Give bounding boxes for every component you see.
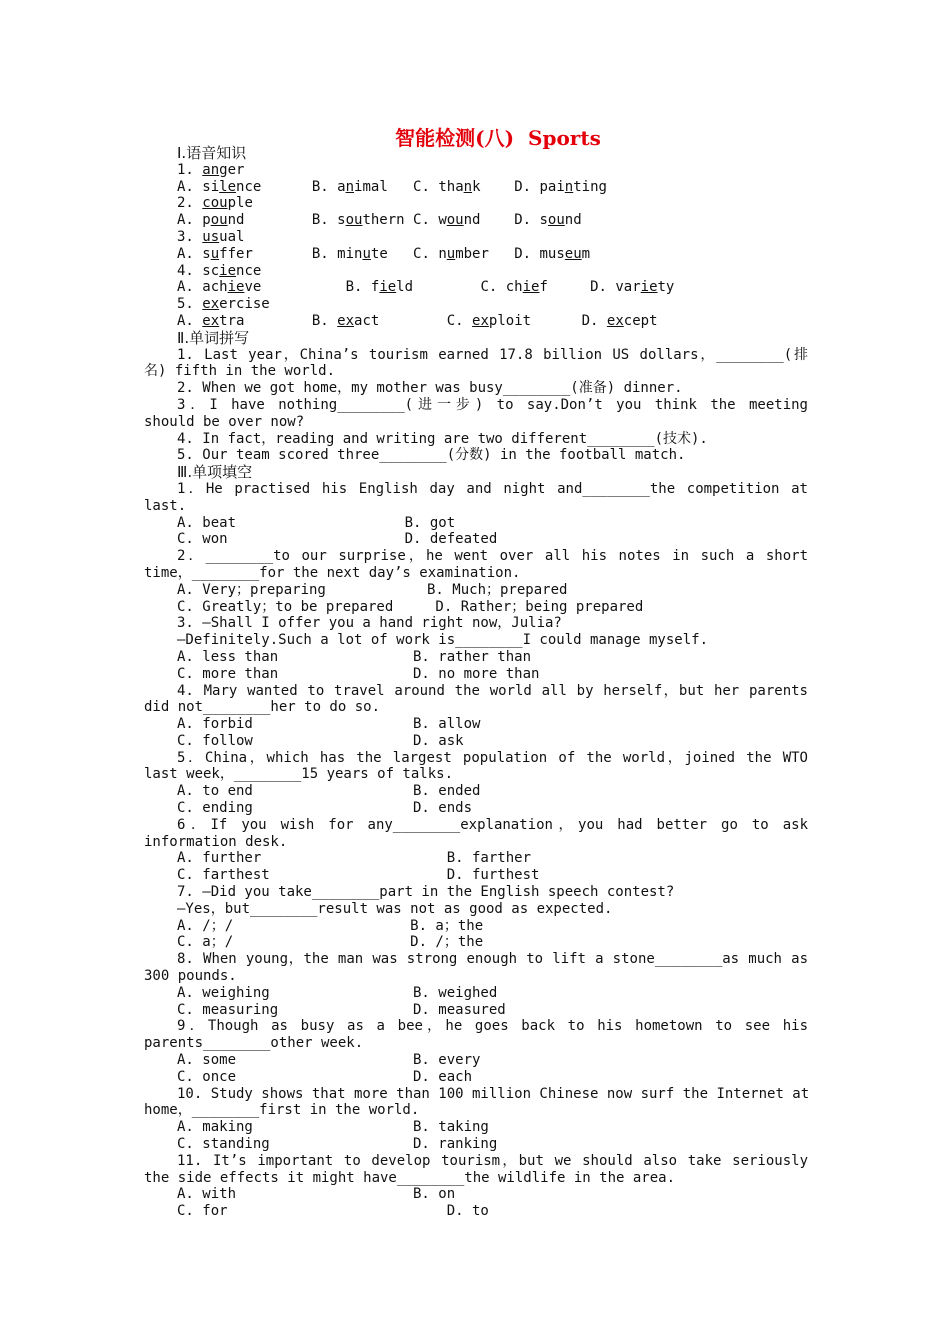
underlined-letters: ex: [472, 312, 489, 329]
option-word-rest: ld: [396, 279, 481, 296]
question-number: 4. sc: [177, 262, 220, 279]
multiple-choice-line: A. making B. taking: [177, 1119, 489, 1136]
phonetics-question-word: [144, 263, 808, 280]
underlined-letters: ou: [210, 212, 228, 229]
option-word-rest: cept: [623, 312, 658, 329]
option-word-rest: ploit: [488, 312, 582, 329]
multiple-choice-questions: [144, 481, 808, 1220]
option-label: D.: [581, 312, 607, 329]
multiple-choice-line: 10. Study shows that more than 100 million Chinese now surf the Internet at: [177, 1085, 810, 1102]
multiple-choice-line: A. less than B. rather than: [177, 648, 532, 665]
spelling-question-line: 2. When we got home，my mother was busy________(准备) dinner.: [177, 380, 683, 397]
multiple-choice-line: 3. —Shall I offer you a hand right now，Julia?: [177, 615, 562, 632]
question-number: 2.: [177, 195, 203, 212]
option-label: D. mus: [514, 245, 565, 262]
multiple-choice-line: A. /；/ B. a；the: [177, 917, 484, 934]
phonetics-options-row: [144, 279, 808, 296]
multiple-choice-line: C. measuring D. measured: [177, 1001, 506, 1018]
multiple-choice-line: 6．If you wish for any________explanation，you had better go to ask: [177, 816, 808, 833]
multiple-choice-line: information desk.: [144, 833, 288, 850]
underlined-letters: n: [345, 178, 355, 195]
underlined-letters: ou: [446, 212, 464, 229]
multiple-choice-line: C. follow D. ask: [177, 732, 464, 749]
word-rest: ple: [227, 195, 253, 212]
option-word-rest: f: [539, 279, 591, 296]
underlined-letters: ie: [227, 279, 245, 296]
option-label: A. s: [177, 245, 211, 262]
exercise-body: [144, 145, 808, 1220]
multiple-choice-line: the side effects it might have________the wildlife in the area.: [144, 1169, 676, 1186]
option-label: D. var: [590, 279, 641, 296]
multiple-choice-line: C. once D. each: [177, 1068, 473, 1085]
multiple-choice-line: 7. —Did you take________part in the English speech contest?: [177, 884, 675, 901]
multiple-choice-line: parents________other week.: [144, 1035, 364, 1052]
option-label: C.: [446, 312, 473, 329]
spelling-question-line: should be over now?: [144, 413, 305, 430]
multiple-choice-line: —Yes，but________result was not as good as expected.: [177, 900, 613, 917]
multiple-choice-line: 2．________to our surprise，he went over all his notes in such a short: [177, 548, 808, 565]
multiple-choice-line: C. farthest D. furthest: [177, 867, 540, 884]
option-label: A. si: [177, 178, 220, 195]
option-word-rest: nd: [227, 212, 312, 229]
underlined-letters: ie: [219, 262, 237, 279]
phonetics-options-row: [144, 212, 808, 229]
spelling-questions: [144, 347, 808, 465]
multiple-choice-line: A. beat B. got: [177, 514, 456, 531]
multiple-choice-line: time，________for the next day’s examination.: [144, 564, 521, 581]
underlined-letters: ie: [522, 279, 540, 296]
underlined-letters: ex: [202, 312, 220, 329]
spelling-question-line: 4. In fact，reading and writing are two different________(技术).: [177, 430, 708, 447]
section-heading-multiple-choice: Ⅲ.单项填空: [177, 463, 253, 482]
underlined-letters: ou: [345, 212, 363, 229]
option-word-rest: mber: [455, 245, 515, 262]
underlined-letters: ie: [640, 279, 658, 296]
underlined-letters: u: [362, 245, 371, 262]
option-label: C. n: [413, 245, 447, 262]
phonetics-question-word: [144, 296, 808, 313]
multiple-choice-line: last.: [144, 497, 187, 514]
phonetics-question-word: [144, 229, 808, 246]
question-number: 5.: [177, 296, 203, 313]
option-word-rest: k: [472, 178, 515, 195]
option-label: A. ach: [177, 279, 228, 296]
phonetics-options-row: [144, 313, 808, 330]
question-number: 3.: [177, 228, 203, 245]
option-word-rest: ty: [657, 279, 675, 296]
option-word-rest: nd: [463, 212, 515, 229]
underlined-letters: ex: [606, 312, 624, 329]
multiple-choice-line: A. weighing B. weighed: [177, 984, 498, 1001]
spelling-question-line: 名) fifth in the world.: [144, 363, 336, 380]
multiple-choice-line: 1．He practised his English day and night and________the competition at: [177, 480, 808, 497]
option-word-rest: ve: [244, 279, 346, 296]
multiple-choice-line: —Definitely.Such a lot of work is________I could manage myself.: [177, 632, 709, 649]
phonetics-questions: [144, 162, 808, 330]
option-word-rest: tra: [219, 312, 312, 329]
multiple-choice-line: 11. It’s important to develop tourism，but we should also take seriously: [177, 1152, 808, 1169]
multiple-choice-line: 4. Mary wanted to travel around the world all by herself，but her parents: [177, 682, 808, 699]
multiple-choice-line: 5．China，which has the largest population of the world，joined the WTO: [177, 749, 808, 766]
option-label: A.: [177, 312, 203, 329]
word-rest: nce: [236, 262, 262, 279]
multiple-choice-line: did not________her to do so.: [144, 699, 381, 716]
underlined-letters: ie: [379, 279, 397, 296]
multiple-choice-line: C. won D. defeated: [177, 531, 498, 548]
multiple-choice-line: C. Greatly；to be prepared D. Rather；being prepared: [177, 598, 644, 615]
multiple-choice-line: last week，________15 years of talks.: [144, 766, 454, 783]
option-word-rest: te: [370, 245, 414, 262]
underlined-letters: us: [202, 228, 220, 245]
multiple-choice-line: 9．Though as busy as a bee，he goes back to his hometown to see his: [177, 1018, 808, 1035]
multiple-choice-line: home，________first in the world.: [144, 1102, 420, 1119]
multiple-choice-line: A. to end B. ended: [177, 783, 481, 800]
option-word-rest: ting: [573, 178, 607, 195]
option-word-rest: nce: [236, 178, 312, 195]
section-heading-spelling: Ⅱ.单词拼写: [177, 328, 250, 347]
option-label: B. a: [311, 178, 346, 195]
spelling-question-line: 1. Last year，China’s tourism earned 17.8 billion US dollars，________(排: [177, 346, 808, 363]
underlined-letters: le: [219, 178, 237, 195]
word-rest: ual: [219, 228, 245, 245]
option-label: B. f: [345, 279, 380, 296]
underlined-letters: ex: [202, 296, 220, 313]
option-word-rest: thern: [362, 212, 414, 229]
option-word-rest: imal: [354, 178, 414, 195]
option-label: B. min: [311, 245, 363, 262]
underlined-letters: n: [564, 178, 574, 195]
option-word-rest: nd: [564, 212, 582, 229]
phonetics-question-word: [144, 162, 808, 179]
option-label: D. pai: [514, 178, 565, 195]
multiple-choice-line: C. more than D. no more than: [177, 665, 540, 682]
page-title: 智能检测(八) Sports: [395, 126, 601, 150]
multiple-choice-line: 300 pounds.: [144, 968, 237, 985]
option-label: C. tha: [413, 178, 464, 195]
multiple-choice-line: A. some B. every: [177, 1052, 481, 1069]
multiple-choice-line: C. for D. to: [177, 1203, 489, 1220]
multiple-choice-line: C. a；/ D. /；the: [177, 934, 484, 951]
underlined-letters: u: [210, 245, 220, 262]
underlined-letters: u: [446, 245, 456, 262]
multiple-choice-line: A. Very；preparing B. Much；prepared: [177, 581, 568, 598]
option-label: A. p: [177, 212, 211, 229]
spelling-question-line: 3．I have nothing________(进一步) to say.Don’t you think the meeting: [177, 396, 808, 413]
word-rest: ger: [219, 161, 245, 178]
option-word-rest: ffer: [219, 245, 312, 262]
option-label: B.: [311, 312, 338, 329]
spelling-question-line: 5. Our team scored three________(分数) in the football match.: [177, 447, 686, 464]
option-label: B. s: [311, 212, 346, 229]
option-word-rest: m: [581, 245, 591, 262]
phonetics-question-word: [144, 195, 808, 212]
section-heading-phonetics: Ⅰ.语音知识: [177, 144, 247, 162]
multiple-choice-line: C. ending D. ends: [177, 800, 473, 817]
underlined-letters: cou: [202, 195, 228, 212]
multiple-choice-line: A. with B. on: [177, 1186, 456, 1203]
phonetics-options-row: [144, 179, 808, 196]
option-label: C. w: [413, 212, 447, 229]
question-number: 1.: [177, 161, 203, 178]
underlined-letters: ou: [547, 212, 565, 229]
multiple-choice-line: A. further B. farther: [177, 850, 532, 867]
phonetics-options-row: [144, 246, 808, 263]
multiple-choice-line: A. forbid B. allow: [177, 716, 481, 733]
option-label: C. ch: [480, 279, 523, 296]
underlined-letters: eu: [564, 245, 582, 262]
word-rest: ercise: [219, 296, 270, 313]
underlined-letters: n: [463, 178, 473, 195]
underlined-letters: ex: [337, 312, 355, 329]
option-label: D. s: [514, 212, 548, 229]
option-word-rest: act: [354, 312, 447, 329]
underlined-letters: an: [202, 161, 220, 178]
multiple-choice-line: C. standing D. ranking: [177, 1136, 498, 1153]
multiple-choice-line: 8. When young，the man was strong enough to lift a stone________as much as: [177, 951, 808, 968]
